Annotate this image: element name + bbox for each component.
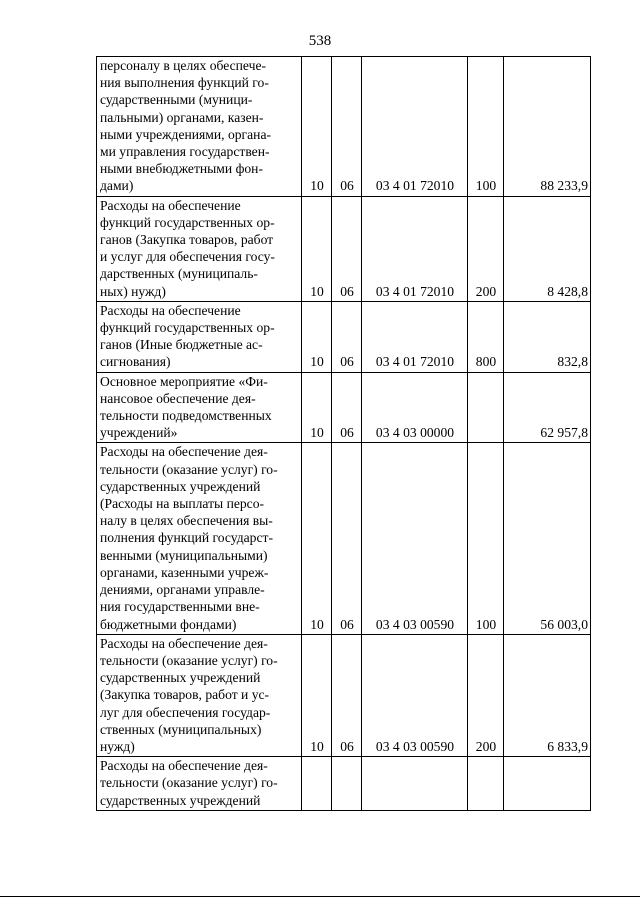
row-expense-type-cell: 200 — [468, 634, 504, 756]
table-row — [97, 372, 591, 443]
row-name-cell: Расходы на обеспечение функций государственных ор- ганов (Закупка товаров, работ и услуг для обеспечения госу- дарственных (муниципаль- ных) нужд) — [97, 196, 302, 301]
row-name-cell: Расходы на обеспечение дея- тельности (оказание услуг) го- сударственных учреждений (Расходы на выплаты персо- налу в целях обеспечения вы- полнения функций государст- венными (муниципальными) органами, казенными учреж- дениями, органами управле- ния государственными вне- бюджетными фондами) — [97, 443, 302, 634]
row-amount-cell: 832,8 — [504, 301, 591, 372]
row-expense-type-cell: 200 — [468, 196, 504, 301]
row-section-cell: 10 — [302, 372, 332, 443]
row-target-article-cell: 03 4 01 72010 — [362, 301, 468, 372]
row-name-cell: Расходы на обеспечение функций государственных ор- ганов (Иные бюджетные ас- сигнования) — [97, 301, 302, 372]
row-name-cell: Основное мероприятие «Фи- нансовое обеспечение дея- тельности подведомственных учреждений» — [97, 372, 302, 443]
row-expense-type-cell: 800 — [468, 301, 504, 372]
row-expense-type-cell — [468, 757, 504, 811]
table-row — [97, 57, 591, 197]
row-target-article-cell: 03 4 01 72010 — [362, 57, 468, 197]
row-name-cell: Расходы на обеспечение дея- тельности (оказание услуг) го- сударственных учреждений — [97, 757, 302, 811]
row-target-article-cell: 03 4 03 00590 — [362, 443, 468, 634]
budget-table — [96, 56, 591, 811]
row-amount-cell: 6 833,9 — [504, 634, 591, 756]
row-section-cell: 10 — [302, 634, 332, 756]
row-section-cell: 10 — [302, 443, 332, 634]
row-amount-cell: 56 003,0 — [504, 443, 591, 634]
row-target-article-cell: 03 4 03 00000 — [362, 372, 468, 443]
row-name-cell: Расходы на обеспечение дея- тельности (оказание услуг) го- сударственных учреждений (Закупка товаров, работ и ус- луг для обеспечения государ- ственных (муниципальных) нужд) — [97, 634, 302, 756]
budget-table-body — [97, 57, 591, 811]
table-row — [97, 757, 591, 811]
row-amount-cell: 8 428,8 — [504, 196, 591, 301]
row-subsection-cell: 06 — [332, 301, 362, 372]
row-name-cell: персоналу в целях обеспече- ния выполнения функций го- сударственными (муници- пальными) органами, казен- ными учреждениями, органа- ми управления государствен- ными внебюджетными фон- дами) — [97, 57, 302, 197]
row-section-cell: 10 — [302, 196, 332, 301]
table-row — [97, 301, 591, 372]
row-expense-type-cell — [468, 372, 504, 443]
row-subsection-cell: 06 — [332, 634, 362, 756]
page-number: 538 — [308, 33, 332, 49]
row-target-article-cell: 03 4 03 00590 — [362, 634, 468, 756]
row-subsection-cell: 06 — [332, 443, 362, 634]
row-target-article-cell — [362, 757, 468, 811]
row-subsection-cell: 06 — [332, 372, 362, 443]
row-target-article-cell: 03 4 01 72010 — [362, 196, 468, 301]
row-subsection-cell: 06 — [332, 57, 362, 197]
row-subsection-cell: 06 — [332, 196, 362, 301]
page-bottom-rule — [0, 896, 640, 897]
row-expense-type-cell: 100 — [468, 57, 504, 197]
row-expense-type-cell: 100 — [468, 443, 504, 634]
row-amount-cell — [504, 757, 591, 811]
table-row — [97, 196, 591, 301]
table-row — [97, 634, 591, 756]
row-amount-cell: 88 233,9 — [504, 57, 591, 197]
table-row — [97, 443, 591, 634]
row-section-cell: 10 — [302, 57, 332, 197]
row-amount-cell: 62 957,8 — [504, 372, 591, 443]
row-section-cell — [302, 757, 332, 811]
row-section-cell: 10 — [302, 301, 332, 372]
row-subsection-cell — [332, 757, 362, 811]
